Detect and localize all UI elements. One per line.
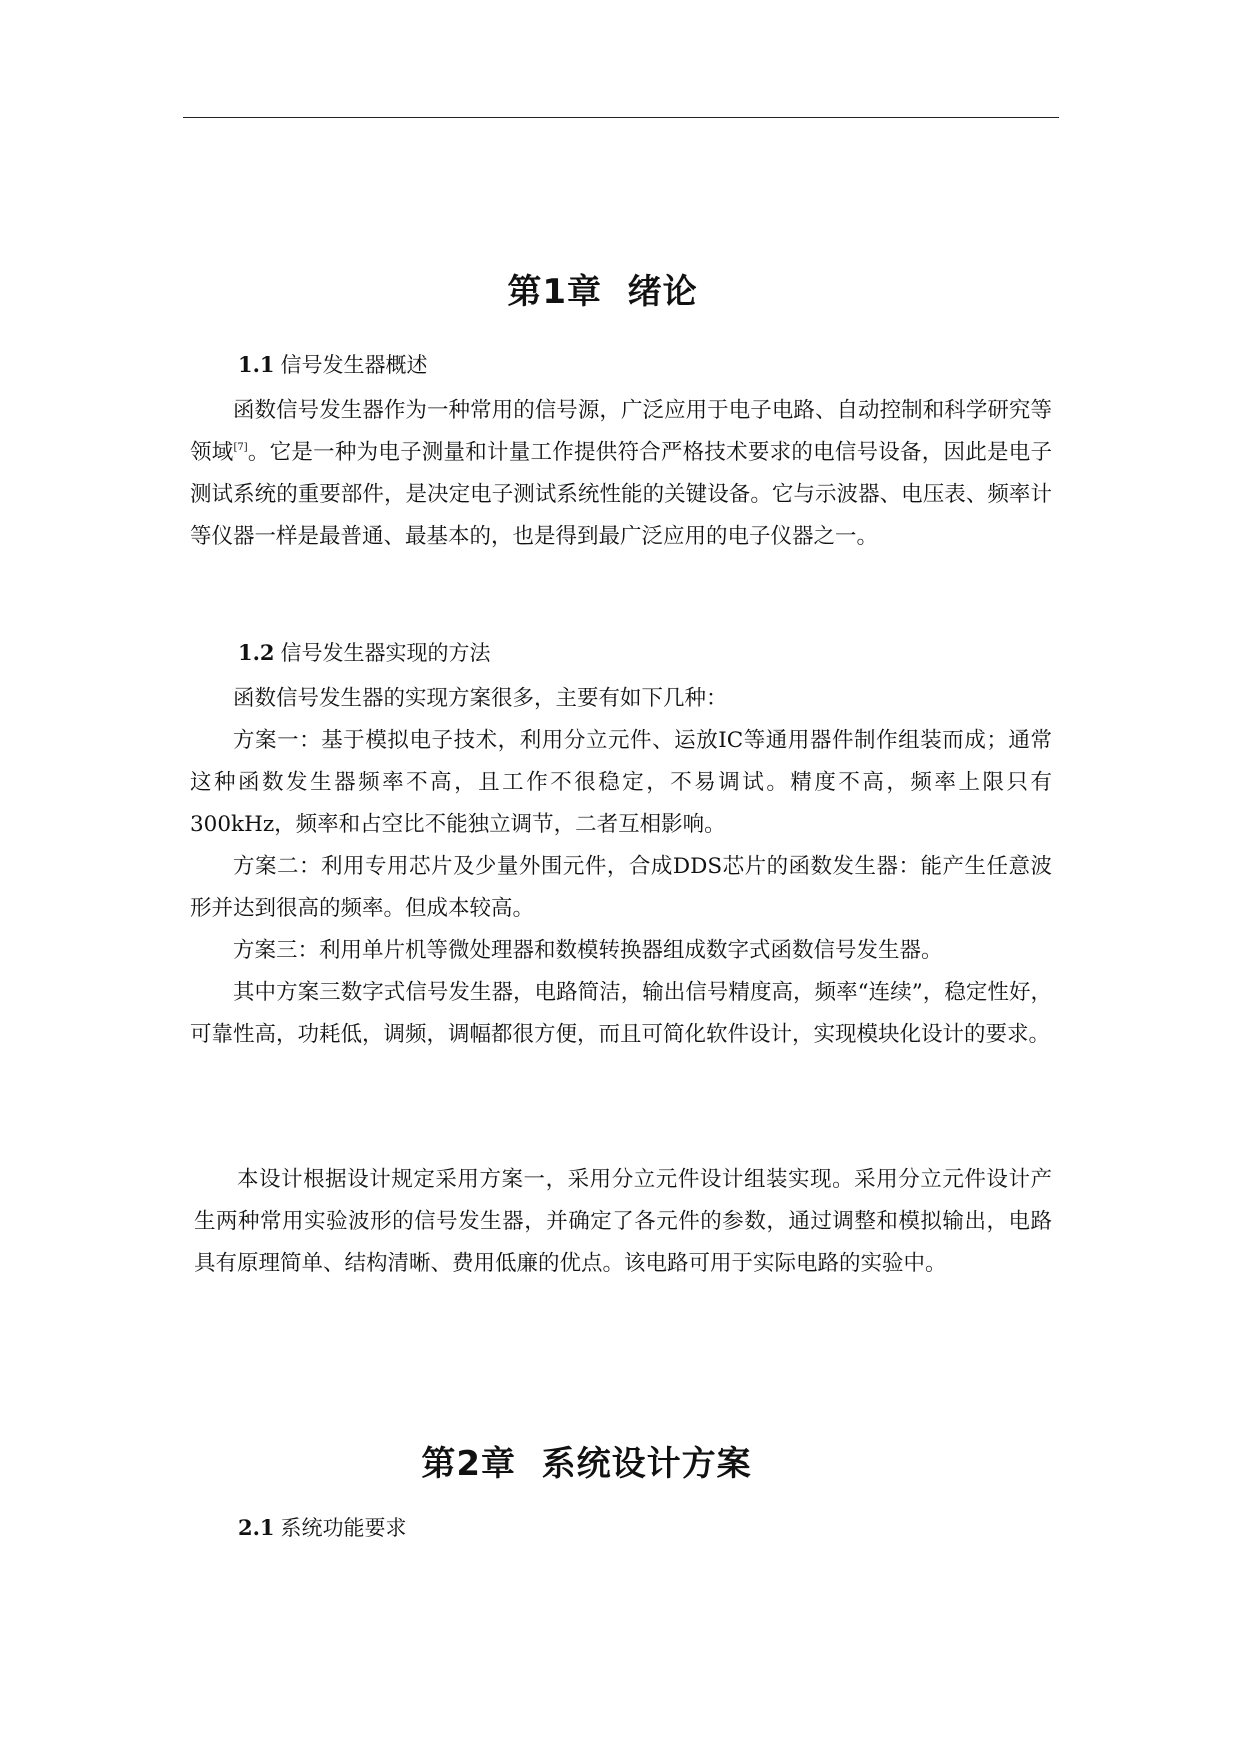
section-1-2-body — [190, 678, 1052, 1056]
paragraph-option-2: 方案二：利用专用芯片及少量外围元件，合成DDS芯片的函数发生器：能产生任意波形并达到很高的频率。但成本较高。 — [190, 854, 1052, 921]
paragraph-design-choice: 本设计根据设计规定采用方案一，采用分立元件设计组装实现。采用分立元件设计产生两种常用实验波形的信号发生器，并确定了各元件的参数，通过调整和模拟输出，电路具有原理简单、结构清晰、费用低廉的优点。该电路可用于实际电路的实验中。 — [194, 1167, 1052, 1276]
section-1-2-number: 1.2 — [238, 640, 275, 665]
paragraph-intro: 函数信号发生器的实现方案很多，主要有如下几种： — [233, 686, 728, 711]
paragraph-text-before-citation: 函数信号发生器作为一种常用的信号源，广泛应用于电子电路、自动控制和科学研究等领域 — [190, 398, 1052, 465]
paragraph-option-3: 方案三：利用单片机等微处理器和数模转换器组成数字式函数信号发生器。 — [233, 938, 943, 963]
section-1-1-paragraph — [190, 390, 1052, 558]
paragraph-option-3-details: 其中方案三数字式信号发生器，电路简洁，输出信号精度高，频率“连续”，稳定性好，可靠性高，功耗低，调频，调幅都很方便，而且可简化软件设计，实现模块化设计的要求。 — [190, 980, 1052, 1047]
section-1-1-title: 信号发生器概述 — [280, 353, 428, 377]
section-1-2-title: 信号发生器实现的方法 — [280, 641, 491, 665]
chapter-2-title: 第2章 系统设计方案 — [421, 1444, 752, 1484]
citation-marker: [7] — [233, 442, 248, 453]
section-1-1-body — [190, 390, 1052, 558]
header-rule — [183, 117, 1059, 118]
section-2-1-number: 2.1 — [238, 1515, 275, 1540]
section-2-1-heading — [238, 1512, 407, 1542]
section-2-1-title: 系统功能要求 — [280, 1516, 407, 1540]
paragraph-option-1: 方案一：基于模拟电子技术，利用分立元件、运放IC等通用器件制作组装而成；通常这种函数发生器频率不高，且工作不很稳定，不易调试。精度不高，频率上限只有300kHz，频率和占空比不能独立调节，二者互相影响。 — [190, 728, 1052, 837]
chapter-1-title: 第1章 绪论 — [507, 272, 698, 312]
paragraph-text-after-citation: 。它是一种为电子测量和计量工作提供符合严格技术要求的电信号设备，因此是电子测试系统的重要部件，是决定电子测试系统性能的关键设备。它与示波器、电压表、频率计等仪器一样是最普通、最基本的，也是得到最广泛应用的电子仪器之一。 — [190, 440, 1052, 549]
section-1-1-number: 1.1 — [238, 352, 275, 377]
section-1-1-heading — [238, 349, 428, 379]
section-1-2-conclusion — [194, 1159, 1052, 1285]
section-1-2-heading — [238, 637, 491, 667]
